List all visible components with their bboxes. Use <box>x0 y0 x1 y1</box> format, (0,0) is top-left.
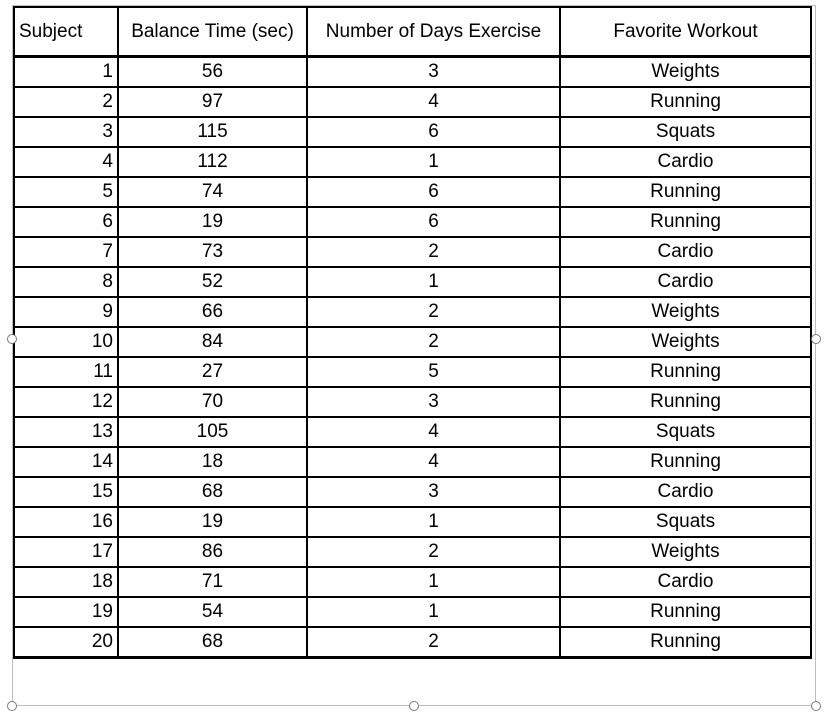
cell-balance-time: 19 <box>118 507 307 537</box>
cell-subject: 8 <box>14 267 118 297</box>
cell-favorite-workout: Running <box>560 627 811 658</box>
cell-favorite-workout: Running <box>560 87 811 117</box>
cell-favorite-workout: Cardio <box>560 237 811 267</box>
cell-subject: 6 <box>14 207 118 237</box>
cell-balance-time: 56 <box>118 57 307 88</box>
table-row <box>14 417 811 447</box>
cell-subject: 10 <box>14 327 118 357</box>
cell-days-exercise: 3 <box>307 387 560 417</box>
table-row <box>14 387 811 417</box>
cell-favorite-workout: Weights <box>560 57 811 88</box>
cell-days-exercise: 1 <box>307 597 560 627</box>
cell-balance-time: 115 <box>118 117 307 147</box>
column-header-subject: Subject <box>14 7 118 57</box>
cell-balance-time: 18 <box>118 447 307 477</box>
cell-days-exercise: 6 <box>307 177 560 207</box>
cell-balance-time: 68 <box>118 627 307 658</box>
column-header-favorite-workout: Favorite Workout <box>560 7 811 57</box>
cell-days-exercise: 3 <box>307 477 560 507</box>
cell-days-exercise: 5 <box>307 357 560 387</box>
cell-subject: 19 <box>14 597 118 627</box>
cell-favorite-workout: Cardio <box>560 477 811 507</box>
cell-subject: 4 <box>14 147 118 177</box>
cell-days-exercise: 6 <box>307 207 560 237</box>
cell-days-exercise: 4 <box>307 417 560 447</box>
table-row <box>14 297 811 327</box>
table-row <box>14 207 811 237</box>
cell-balance-time: 19 <box>118 207 307 237</box>
table-row <box>14 537 811 567</box>
cell-days-exercise: 2 <box>307 537 560 567</box>
cell-favorite-workout: Cardio <box>560 147 811 177</box>
cell-subject: 2 <box>14 87 118 117</box>
cell-favorite-workout: Cardio <box>560 267 811 297</box>
cell-subject: 13 <box>14 417 118 447</box>
cell-days-exercise: 2 <box>307 627 560 658</box>
cell-balance-time: 112 <box>118 147 307 177</box>
cell-balance-time: 73 <box>118 237 307 267</box>
cell-days-exercise: 2 <box>307 237 560 267</box>
cell-balance-time: 74 <box>118 177 307 207</box>
cell-balance-time: 71 <box>118 567 307 597</box>
resize-handle-bottom-center[interactable] <box>409 701 419 711</box>
table-row <box>14 117 811 147</box>
cell-days-exercise: 3 <box>307 57 560 88</box>
table-row <box>14 507 811 537</box>
cell-days-exercise: 1 <box>307 567 560 597</box>
cell-favorite-workout: Weights <box>560 537 811 567</box>
table-row <box>14 447 811 477</box>
table-row <box>14 327 811 357</box>
resize-handle-middle-right[interactable] <box>811 334 821 344</box>
column-header-days-exercise: Number of Days Exercise <box>307 7 560 57</box>
cell-subject: 11 <box>14 357 118 387</box>
cell-balance-time: 52 <box>118 267 307 297</box>
cell-favorite-workout: Running <box>560 177 811 207</box>
cell-days-exercise: 6 <box>307 117 560 147</box>
table-row <box>14 267 811 297</box>
cell-balance-time: 54 <box>118 597 307 627</box>
cell-subject: 16 <box>14 507 118 537</box>
cell-balance-time: 84 <box>118 327 307 357</box>
header-row <box>14 7 811 57</box>
cell-subject: 3 <box>14 117 118 147</box>
cell-favorite-workout: Weights <box>560 297 811 327</box>
cell-balance-time: 86 <box>118 537 307 567</box>
cell-favorite-workout: Running <box>560 387 811 417</box>
table-row <box>14 87 811 117</box>
table-row <box>14 627 811 658</box>
cell-balance-time: 66 <box>118 297 307 327</box>
resize-handle-middle-left[interactable] <box>7 334 17 344</box>
cell-subject: 9 <box>14 297 118 327</box>
cell-balance-time: 68 <box>118 477 307 507</box>
cell-days-exercise: 4 <box>307 87 560 117</box>
cell-balance-time: 70 <box>118 387 307 417</box>
table-row <box>14 177 811 207</box>
data-table <box>13 6 812 659</box>
cell-days-exercise: 1 <box>307 267 560 297</box>
cell-favorite-workout: Running <box>560 447 811 477</box>
cell-favorite-workout: Running <box>560 207 811 237</box>
table-row <box>14 57 811 88</box>
table-row <box>14 597 811 627</box>
cell-days-exercise: 4 <box>307 447 560 477</box>
cell-subject: 17 <box>14 537 118 567</box>
cell-days-exercise: 1 <box>307 507 560 537</box>
table-row <box>14 477 811 507</box>
cell-days-exercise: 2 <box>307 297 560 327</box>
column-header-balance-time: Balance Time (sec) <box>118 7 307 57</box>
cell-subject: 1 <box>14 57 118 88</box>
table-row <box>14 357 811 387</box>
table-row <box>14 147 811 177</box>
cell-subject: 18 <box>14 567 118 597</box>
cell-subject: 12 <box>14 387 118 417</box>
cell-favorite-workout: Running <box>560 357 811 387</box>
table-body <box>14 57 811 658</box>
table-row <box>14 237 811 267</box>
cell-subject: 7 <box>14 237 118 267</box>
cell-favorite-workout: Running <box>560 597 811 627</box>
cell-balance-time: 27 <box>118 357 307 387</box>
table-row <box>14 567 811 597</box>
cell-days-exercise: 2 <box>307 327 560 357</box>
cell-subject: 20 <box>14 627 118 658</box>
cell-favorite-workout: Weights <box>560 327 811 357</box>
cell-balance-time: 97 <box>118 87 307 117</box>
cell-favorite-workout: Squats <box>560 117 811 147</box>
cell-subject: 14 <box>14 447 118 477</box>
cell-subject: 5 <box>14 177 118 207</box>
cell-favorite-workout: Squats <box>560 507 811 537</box>
resize-handle-bottom-right[interactable] <box>811 701 821 711</box>
cell-favorite-workout: Squats <box>560 417 811 447</box>
cell-favorite-workout: Cardio <box>560 567 811 597</box>
cell-subject: 15 <box>14 477 118 507</box>
cell-balance-time: 105 <box>118 417 307 447</box>
cell-days-exercise: 1 <box>307 147 560 177</box>
resize-handle-bottom-left[interactable] <box>7 701 17 711</box>
